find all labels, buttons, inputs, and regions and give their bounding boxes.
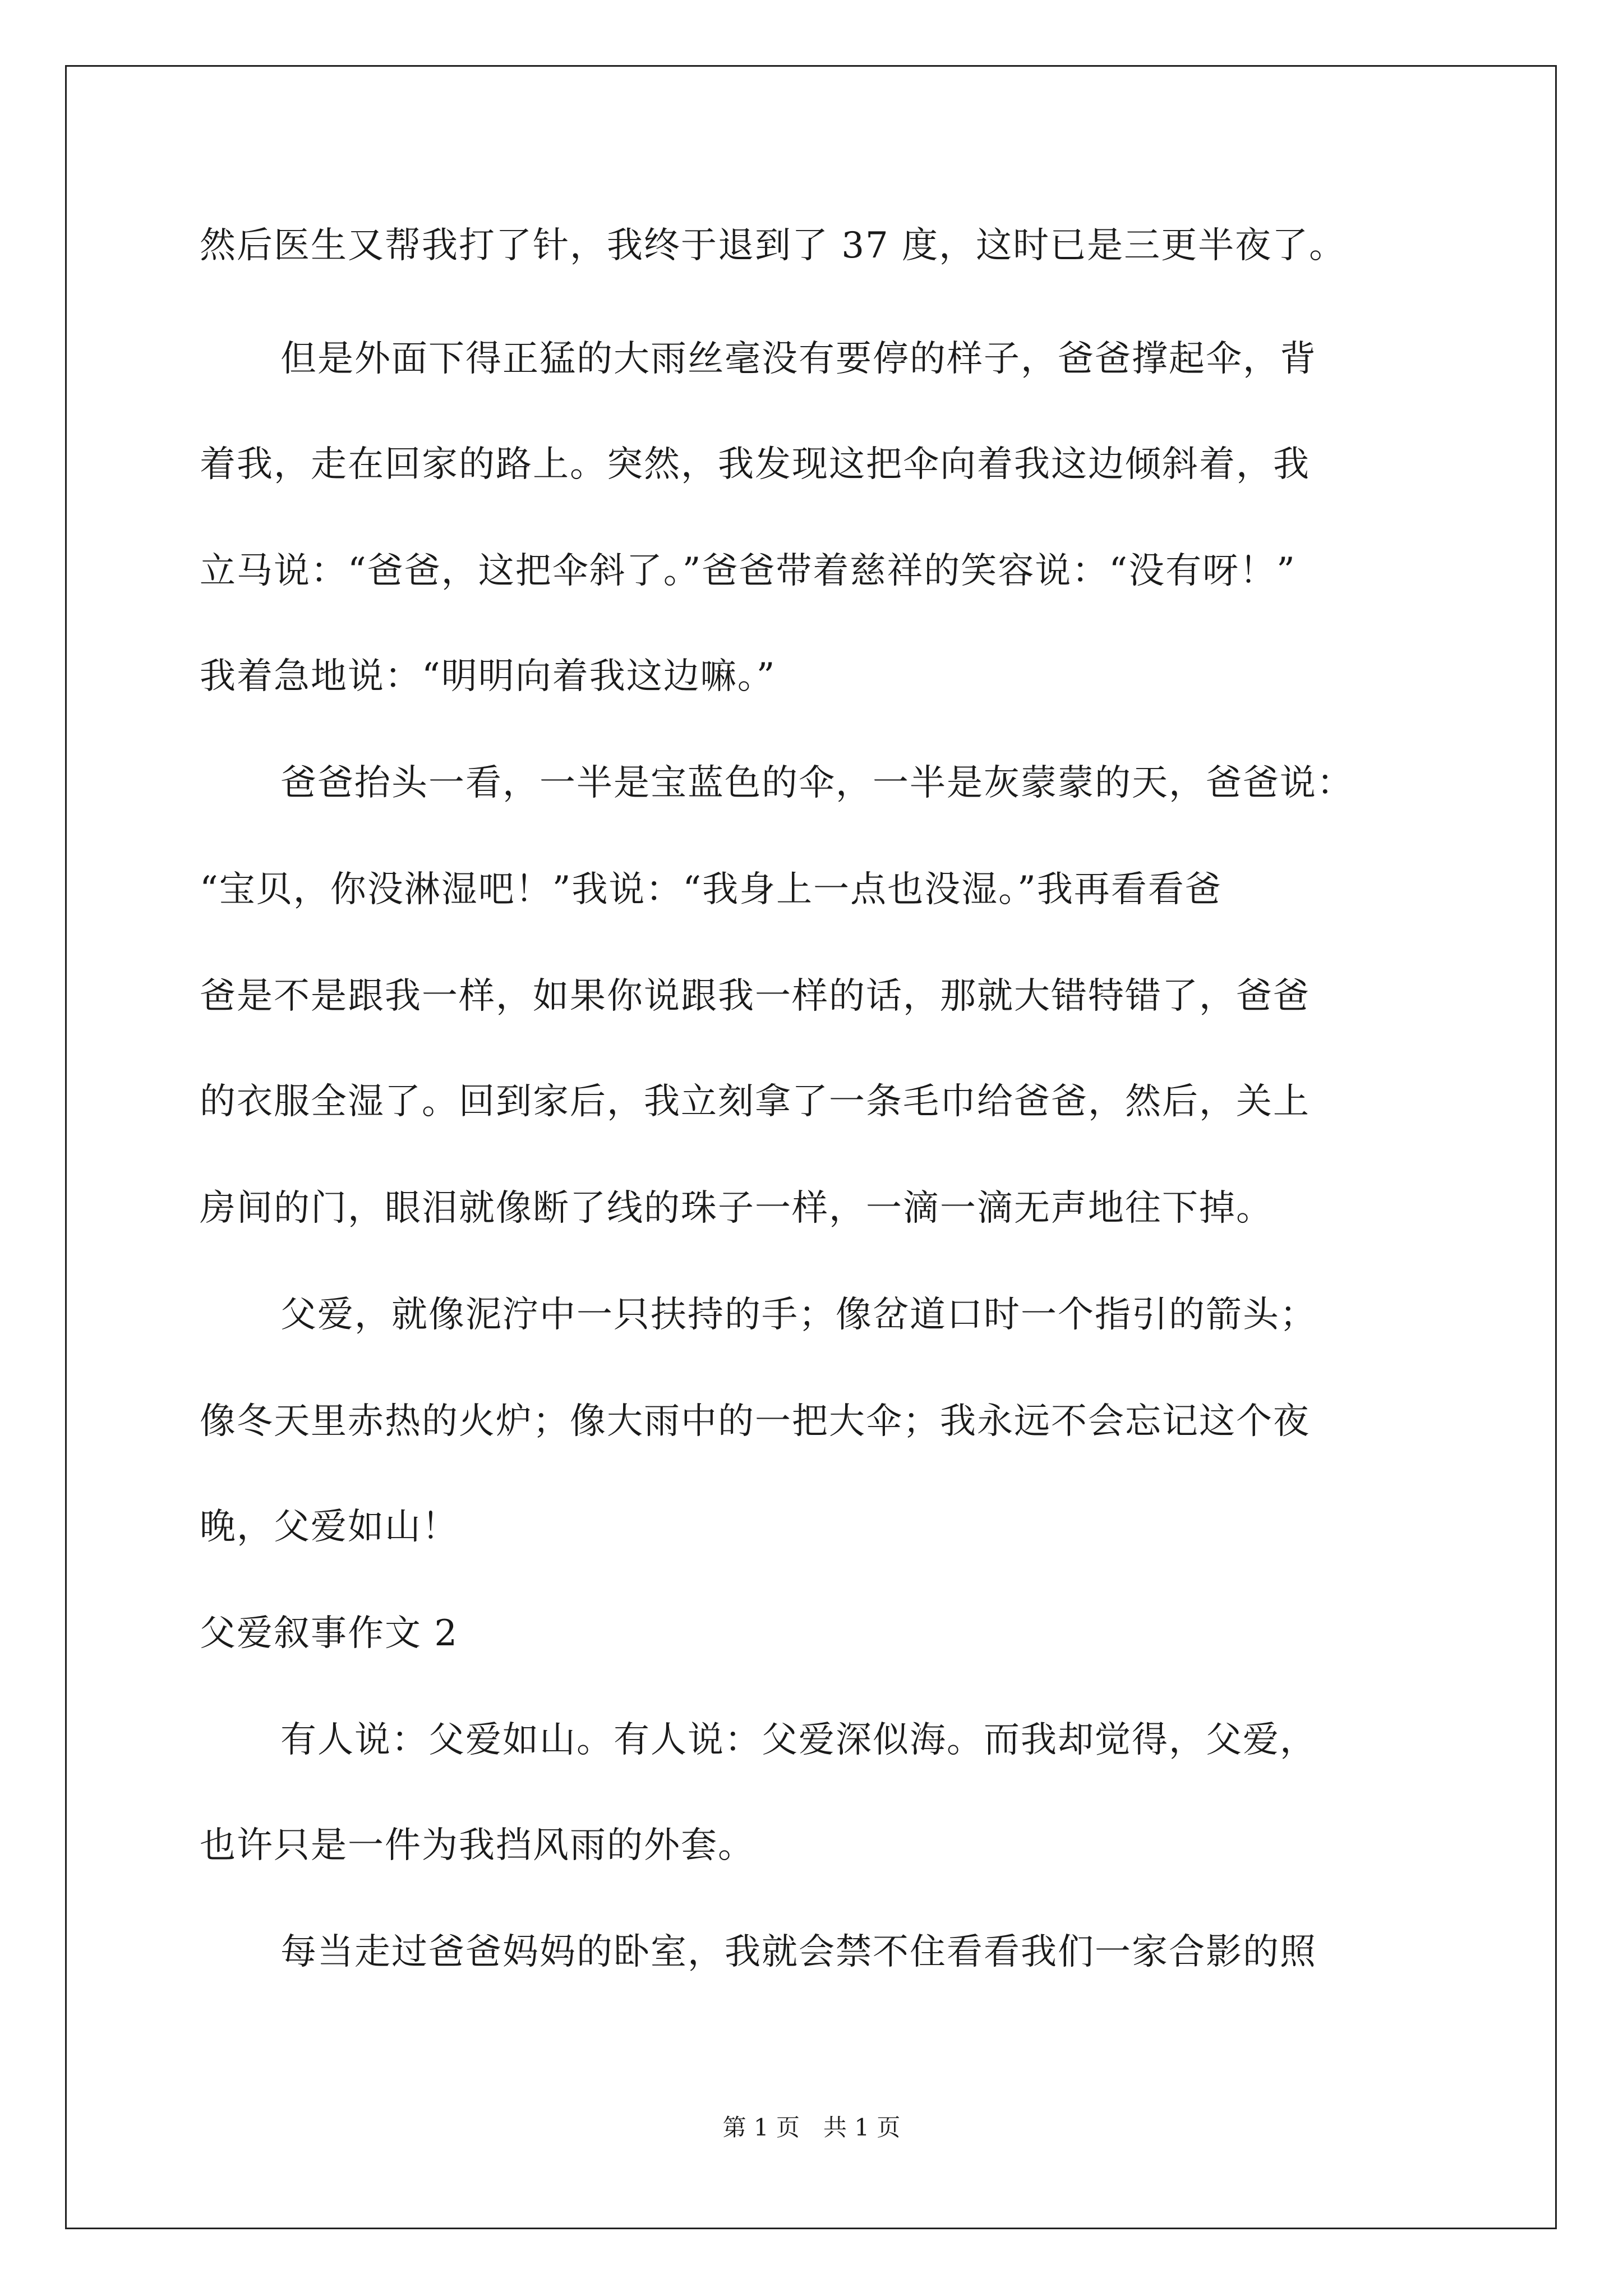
text-line: “宝贝，你没淋湿吧！”我说：“我身上一点也没湿。”我再看看爸: [200, 869, 1222, 910]
text-line: 房间的门，眼泪就像断了线的珠子一样，一滴一滴无声地往下掉。: [200, 1188, 1273, 1229]
text-line: 晚，父爱如山！: [200, 1506, 459, 1548]
text-line: 有人说：父爱如山。有人说：父爱深似海。而我却觉得，父爱，: [280, 1719, 1317, 1761]
text-line: 像冬天里赤热的火炉；像大雨中的一把大伞；我永远不会忘记这个夜: [200, 1401, 1310, 1442]
text-line: 爸是不是跟我一样，如果你说跟我一样的话，那就大错特错了，爸爸: [200, 976, 1310, 1017]
text-line: 每当走过爸爸妈妈的卧室，我就会禁不住看看我们一家合影的照: [280, 1931, 1317, 1973]
text-line: 也许只是一件为我挡风雨的外套。: [200, 1825, 755, 1866]
text-line: 然后医生又帮我打了针，我终于退到了 37 度，这时已是三更半夜了。: [200, 225, 1347, 266]
text-line: 的衣服全湿了。回到家后，我立刻拿了一条毛巾给爸爸，然后，关上: [200, 1081, 1310, 1122]
text-line: 立马说：“爸爸，这把伞斜了。”爸爸带着慈祥的笑容说：“没有呀！”: [200, 550, 1296, 592]
text-line: 父爱，就像泥泞中一只扶持的手；像岔道口时一个指引的箭头；: [280, 1294, 1317, 1336]
section-heading: 父爱叙事作文 2: [200, 1613, 459, 1654]
text-line: 但是外面下得正猛的大雨丝毫没有要停的样子，爸爸撑起伞，背: [280, 338, 1317, 380]
page-footer: 第 1 页 共 1 页: [722, 2114, 901, 2141]
text-line: 着我，走在回家的路上。突然，我发现这把伞向着我这边倾斜着，我: [200, 444, 1310, 485]
text-line: 爸爸抬头一看，一半是宝蓝色的伞，一半是灰蒙蒙的天，爸爸说：: [280, 762, 1354, 804]
page-border: [65, 65, 1557, 2229]
text-line: 我着急地说：“明明向着我这边嘛。”: [200, 656, 776, 697]
